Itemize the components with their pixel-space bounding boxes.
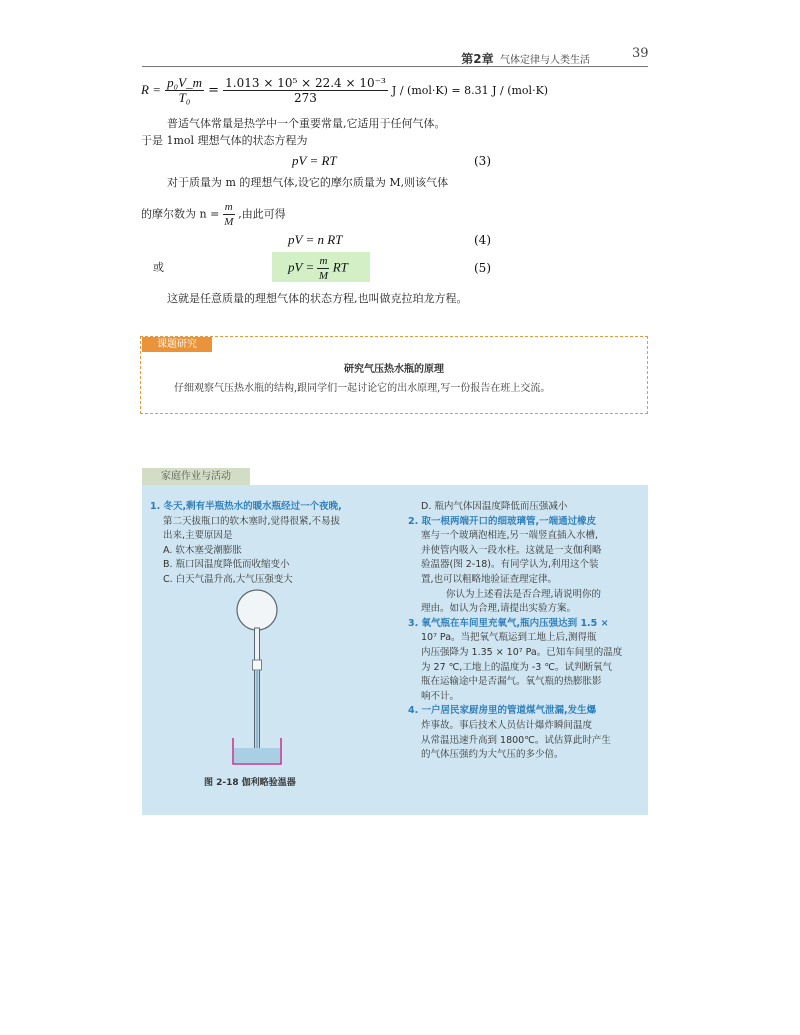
equation-5: pV = $\frac{m}{M}$ RT (288, 255, 348, 282)
question-1 (150, 500, 342, 588)
question-4: 4. 一户居民家厨房里的管道煤气泄漏,发生爆 炸事故。事后技术人员估计爆炸瞬间温度 从常温迅速升高到 1800℃。试估算此时产生 的气体压强约为大气压的多少倍。 (408, 705, 611, 761)
galileo-thermometer-figure (225, 588, 295, 770)
page-number: 39 (632, 46, 649, 61)
equation-number: (5) (474, 261, 491, 275)
question-3: 3. 氧气瓶在车间里充氧气,瓶内压强达到 1.5 × 10⁷ Pa。当把氧气瓶运到工地上后,测得瓶 内压强降为 1.35 × 10⁷ Pa。已知车间里的温度 为 27 ℃,工地上的温度为 -3 ℃。试判断氧气 瓶在运输途中是否漏气。氧气瓶的热膨胀影 响不计。 (408, 617, 623, 702)
question-line: 第二天拔瓶口的软木塞时,觉得很紧,不易拔 (163, 515, 341, 527)
option-b: B. 瓶口因温度降低而收缩变小 (163, 559, 290, 571)
text-line: 对于质量为 m 的理想气体,设它的摩尔质量为 M,则该气体 (167, 176, 449, 189)
research-box (140, 336, 648, 414)
question-line: 出来,主要原因是 (163, 530, 233, 542)
question-line: 1. 冬天,剩有半瓶热水的暖水瓶经过一个夜晚, (150, 501, 342, 512)
research-tag: 课题研究 (142, 337, 212, 352)
research-title: 研究气压热水瓶的原理 (344, 364, 444, 375)
chapter-title: 气体定律与人类生活 (500, 55, 590, 66)
fraction-p0Vm-T0: $\frac{\text{p₀V\_m}}{\text{T₀}}$ (167, 75, 202, 105)
equation-number: (4) (474, 233, 491, 247)
equation-3: pV = RT (292, 153, 337, 168)
option-d: D. 瓶内气体因温度降低而压强减小 (421, 501, 568, 512)
chapter-header (461, 50, 590, 67)
header-rule (142, 66, 648, 67)
equation-4: pV = n RT (288, 232, 343, 247)
option-a: A. 软木塞受潮膨胀 (163, 544, 242, 556)
homework-tag: 家庭作业与活动 (142, 468, 250, 485)
fraction-numeric: $\frac{\text{1.013 × 10⁵ × 22.4 × 10⁻³}}{273}$ (225, 76, 386, 105)
text-line: 于是 1mol 理想气体的状态方程为 (141, 134, 308, 147)
option-c: C. 白天气温升高,大气压强变大 (163, 573, 293, 585)
text-line: 这就是任意质量的理想气体的状态方程,也叫做克拉珀龙方程。 (167, 292, 468, 305)
figure-caption: 图 2-18 伽利略验温器 (204, 778, 296, 788)
text-or: 或 (153, 261, 164, 274)
text-line: 普适气体常量是热学中一个重要常量,它适用于任何气体。 (167, 117, 446, 130)
homework-right-column (408, 500, 622, 763)
chapter-label: 第2章 (461, 52, 494, 66)
trough-water (234, 748, 280, 763)
glass-bulb (237, 590, 277, 630)
water-column (256, 670, 259, 756)
rubber-stopper (253, 660, 262, 670)
equation-R: R = $\frac{\text{p₀V\_m}}{\text{T₀}}$ = $\frac{\text{1.013 × 10⁵ × 22.4 × 10⁻³}}{273}$ J / (mol·K) = 8.31 J / (mol·K) (141, 75, 549, 105)
fraction-m-M: $\frac{m}{M}$ (224, 201, 234, 228)
fraction-m-M: $\frac{m}{M}$ (318, 255, 329, 282)
research-text: 仔细观察气压热水瓶的结构,跟同学们一起讨论它的出水原理,写一份报告在班上交流。 (174, 383, 551, 394)
question-2: 2. 取一根两端开口的细玻璃管,一端通过橡皮 塞与一个玻璃泡相连,另一端竖直插入水槽, 并使管内吸入一段水柱。这就是一支伽利略 验温器(图 2-18)。有同学认为,利用这个装 置,也可以粗略地验证查理定律。 你认为上述看法是否合理,请说明你的 理由。如认为合理,请提出实验方案。 (408, 515, 602, 615)
text-line: 的摩尔数为 n = $\frac{m}{M}$ ,由此可得 (141, 201, 286, 228)
equation-number: (3) (474, 154, 491, 168)
